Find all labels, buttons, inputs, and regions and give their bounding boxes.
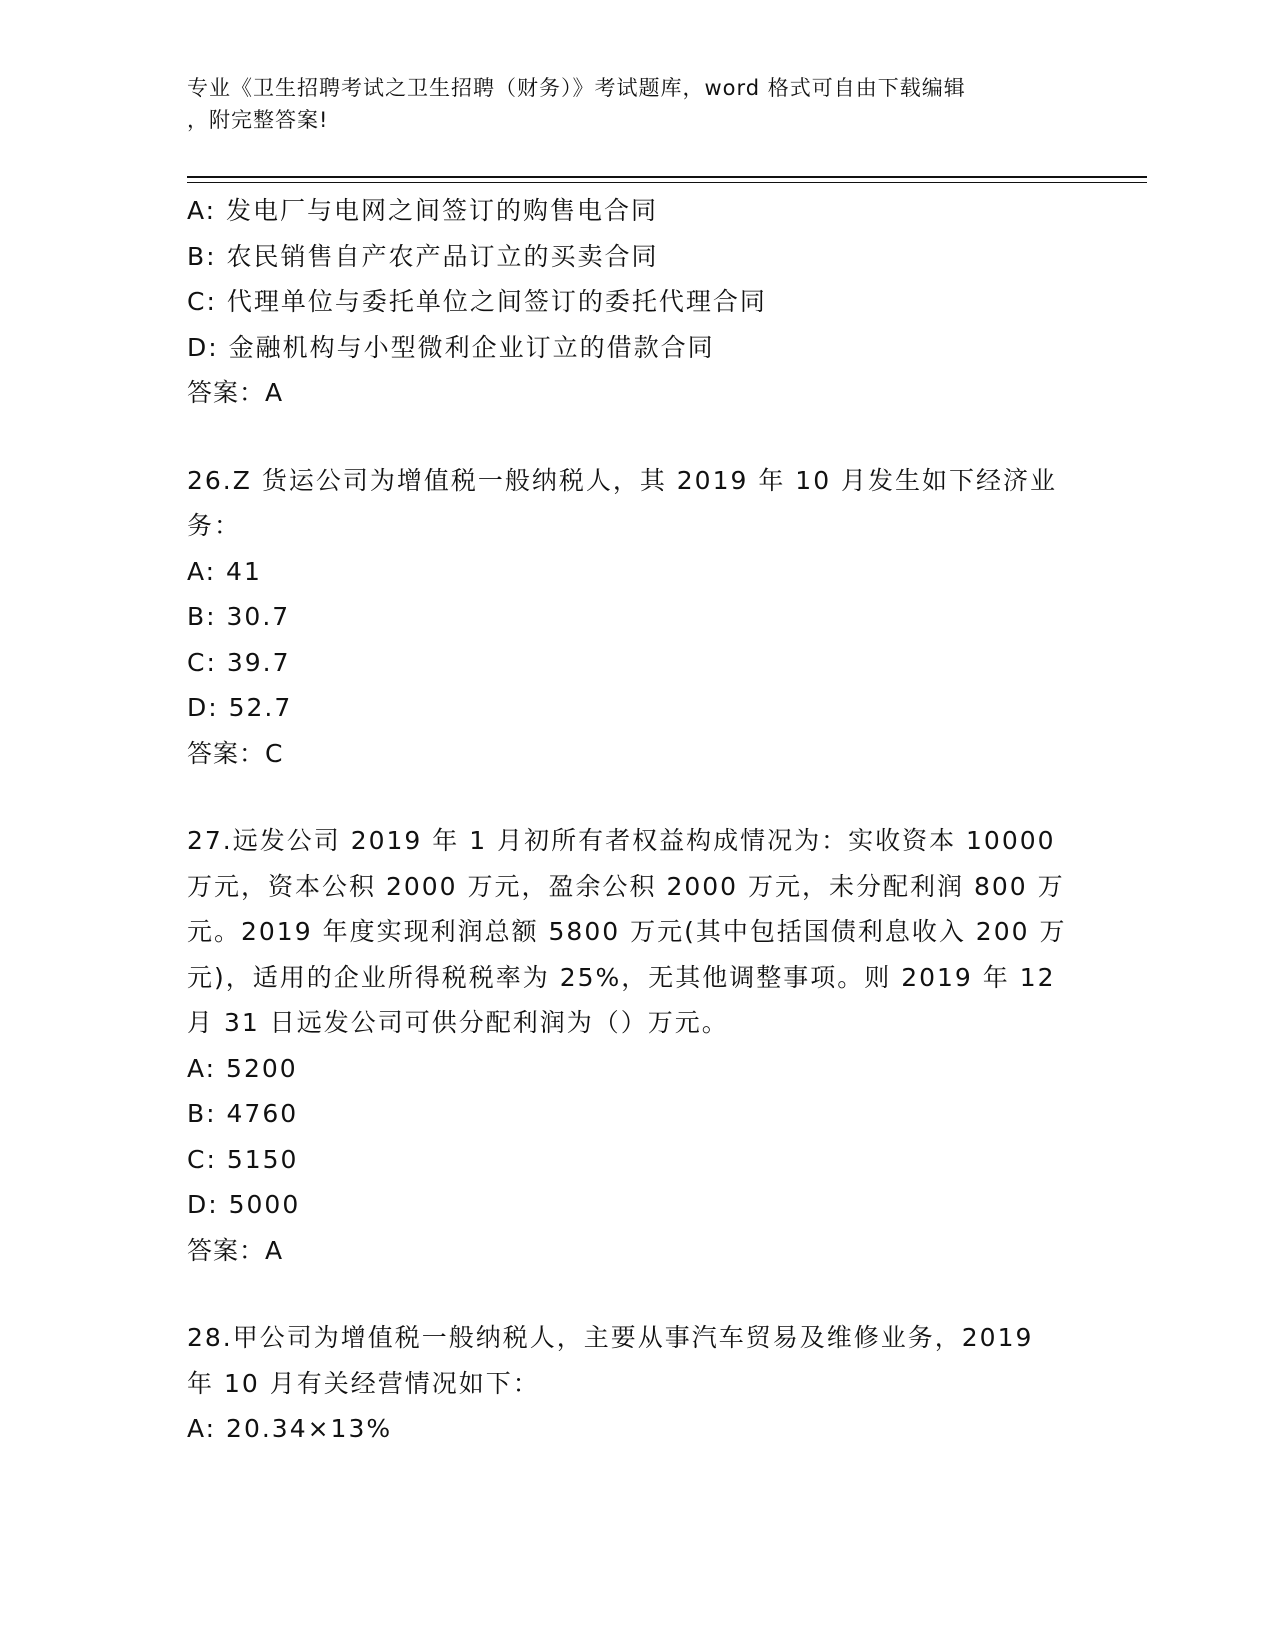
question-spacer (187, 416, 1077, 458)
answer: 答案：A (187, 378, 284, 407)
question-spacer (187, 1273, 1077, 1315)
question-25 (187, 188, 1077, 416)
document-header (187, 72, 1067, 136)
question-spacer (187, 776, 1077, 818)
question-stem: 年 10 月有关经营情况如下： (187, 1368, 540, 1398)
option-b: B: 4760 (187, 1099, 299, 1128)
option-a: A: 41 (187, 556, 262, 586)
option-c: C: 5150 (187, 1144, 299, 1174)
question-28 (187, 1315, 1077, 1452)
option-a: A: 发电厂与电网之间签订的购售电合同 (187, 196, 659, 225)
option-b: B: 农民销售自产农产品订立的买卖合同 (187, 241, 659, 271)
option-a: A: 5200 (187, 1053, 298, 1083)
question-stem: 务： (187, 511, 242, 540)
answer: 答案：C (187, 738, 284, 768)
question-stem: 元。2019 年度实现利润总额 5800 万元(其中包括国债利息收入 200 万 (187, 917, 1067, 946)
answer: 答案：A (187, 1235, 284, 1265)
question-26 (187, 458, 1077, 777)
option-c: C: 39.7 (187, 647, 291, 677)
question-stem: 26.Z 货运公司为增值税一般纳税人，其 2019 年 10 月发生如下经济业 (187, 465, 1058, 495)
header-rule-thin (187, 182, 1147, 183)
header-rule-thick (187, 176, 1147, 178)
option-d: D: 52.7 (187, 693, 293, 722)
header-line: 专业《卫生招聘考试之卫生招聘（财务）》考试题库，word 格式可自由下载编辑 (187, 76, 966, 100)
question-stem: 27.远发公司 2019 年 1 月初所有者权益构成情况为：实收资本 10000 (187, 826, 1056, 855)
header-line: ，附完整答案! (187, 108, 329, 132)
question-list (187, 188, 1077, 1452)
question-stem: 月 31 日远发公司可供分配利润为（）万元。 (187, 1008, 729, 1037)
option-d: D: 5000 (187, 1190, 301, 1219)
question-stem: 元)，适用的企业所得税税率为 25%，无其他调整事项。则 2019 年 12 (187, 962, 1056, 992)
option-a: A: 20.34×13% (187, 1414, 393, 1443)
question-stem: 28.甲公司为增值税一般纳税人，主要从事汽车贸易及维修业务，2019 (187, 1323, 1034, 1352)
option-b: B: 30.7 (187, 602, 291, 631)
question-27 (187, 818, 1077, 1273)
question-stem: 万元，资本公积 2000 万元，盈余公积 2000 万元，未分配利润 800 万 (187, 871, 1065, 901)
option-c: C: 代理单位与委托单位之间签订的委托代理合同 (187, 287, 767, 316)
option-d: D: 金融机构与小型微利企业订立的借款合同 (187, 332, 715, 362)
